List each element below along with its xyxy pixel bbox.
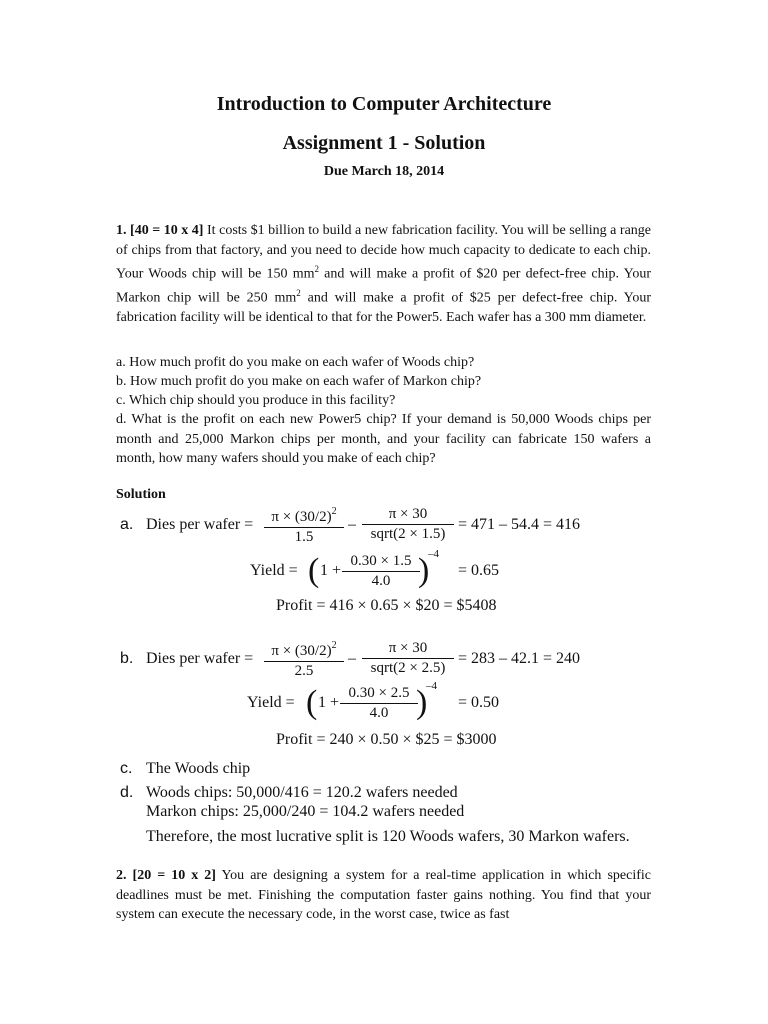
solution-a-close-paren: ) — [418, 552, 430, 589]
question-1-label: 1. [40 = 10 x 4] — [116, 223, 204, 238]
solution-a-dies-result: = 471 – 54.4 = 416 — [458, 516, 581, 533]
solution-b-label: b. — [120, 650, 134, 667]
due-date: Due March 18, 2014 — [323, 164, 445, 179]
solution-a-fraction-2: π × 30 sqrt(2 × 1.5) — [362, 506, 454, 543]
solution-c-text: The Woods chip — [146, 760, 251, 777]
solution-a-yield-fraction: 0.30 × 1.5 4.0 — [342, 553, 420, 590]
solution-b-fraction-2: π × 30 sqrt(2 × 2.5) — [362, 640, 454, 677]
solution-heading: Solution — [116, 487, 166, 502]
question-1-subparts — [116, 353, 656, 410]
solution-b-yield-result: = 0.50 — [458, 694, 500, 711]
solution-b-yield-exponent: –4 — [426, 680, 437, 692]
solution-b-close-paren: ) — [416, 684, 428, 721]
solution-c-label: c. — [120, 760, 133, 777]
solution-a-yield-exponent: –4 — [428, 548, 439, 560]
solution-d-label: d. — [120, 784, 134, 801]
solution-a-yield-result: = 0.65 — [458, 562, 500, 579]
question-2-text: 2. [20 = 10 x 2] You are designing a system for a real-time application in which specific deadlines must be met. Finishing the computation faster gains nothing. You find that your system can execute the necessary code, in the worst case, twice as fast — [116, 868, 651, 922]
solution-b-yield-one: 1 + — [318, 694, 340, 711]
solution-b-profit: Profit = 240 × 0.50 × $25 = $3000 — [276, 731, 497, 748]
solution-d-therefore: Therefore, the most lucrative split is 120 Woods wafers, 30 Markon wafers. — [146, 828, 630, 845]
solution-a-label: a. — [120, 516, 134, 533]
solution-a-yield-one: 1 + — [320, 562, 342, 579]
subpart-c: c. Which chip should you produce in this facility? — [116, 393, 396, 408]
solution-b-yield-fraction: 0.30 × 2.5 4.0 — [340, 685, 418, 722]
question-2-label: 2. [20 = 10 x 2] — [116, 868, 216, 883]
solution-d-markon: Markon chips: 25,000/240 = 104.2 wafers needed — [146, 803, 465, 820]
question-1-text: 1. [40 = 10 x 4] It costs $1 billion to build a new fabrication facility. You will be selling a range of chips from that factory, and you need to decide how much capacity to dedicate to each chip. Your Woods chip will be 150 $mm^2$ and will make a profit of $20 per defect-free chip. Your Markon chip will be 250 $mm^2$ and will make a profit of $25 per defect-free chip. Your fabrication facility will be identical to that for the Power5. Each wafer has a 300 mm diameter. — [116, 223, 652, 326]
solution-a-dies-text: Dies per wafer = — [146, 516, 254, 533]
assignment-title: Assignment 1 - Solution — [282, 132, 486, 154]
solution-b-dies-result: = 283 – 42.1 = 240 — [458, 650, 581, 667]
solution-b-open-paren: ( — [306, 684, 318, 721]
solution-a-profit: Profit = 416 × 0.65 × $20 = $5408 — [276, 597, 497, 614]
solution-a-minus: – — [348, 516, 356, 533]
subpart-a: a. How much profit do you make on each wafer of Woods chip? — [116, 355, 475, 370]
solution-a-fraction-1: $\pi \times (30/2)^2$ 1.5 — [264, 506, 344, 546]
solution-a-open-paren: ( — [308, 552, 320, 589]
solution-a-yield-text: Yield = — [250, 562, 298, 579]
solution-b-dies-text: Dies per wafer = — [146, 650, 254, 667]
solution-b-yield-text: Yield = — [247, 694, 295, 711]
solution-b-minus: – — [348, 650, 356, 667]
subpart-b: b. How much profit do you make on each wafer of Markon chip? — [116, 374, 482, 389]
subpart-d: d. What is the profit on each new Power5 chip? If your demand is 50,000 Woods chips per month and 25,000 Markon chips per month, and your facility can fabricate 150 wafers a month, how many wafers should you make of each chip? — [116, 412, 651, 466]
course-title: Introduction to Computer Architecture — [216, 93, 552, 115]
solution-b-fraction-1: $\pi \times (30/2)^2$ 2.5 — [264, 640, 344, 680]
solution-d-woods: Woods chips: 50,000/416 = 120.2 wafers needed — [146, 784, 458, 801]
